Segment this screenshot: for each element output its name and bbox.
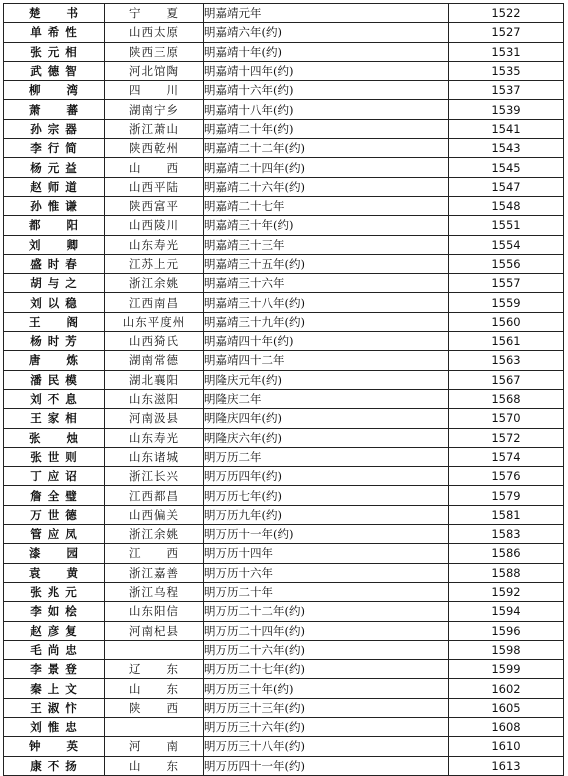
- reign-date-cell: 明万历九年(约): [204, 505, 449, 524]
- reign-date-cell: 明嘉靖十八年(约): [204, 100, 449, 119]
- table-row: [4, 23, 564, 42]
- year-cell: 1537: [449, 81, 564, 100]
- native-place-cell: 浙江余姚: [105, 274, 204, 293]
- year-cell: 1602: [449, 679, 564, 698]
- native-place-cell: 江西南昌: [105, 293, 204, 312]
- reign-date-cell: 明万历十四年: [204, 544, 449, 563]
- name-cell: 赵 师 道: [4, 177, 105, 196]
- name-cell: 李 行 简: [4, 139, 105, 158]
- year-cell: 1588: [449, 563, 564, 582]
- native-place-cell: 江 西: [105, 544, 204, 563]
- year-cell: 1570: [449, 409, 564, 428]
- table-row: [4, 158, 564, 177]
- reign-date-cell: 明嘉靖二十六年(约): [204, 177, 449, 196]
- year-cell: 1572: [449, 428, 564, 447]
- year-cell: 1586: [449, 544, 564, 563]
- year-cell: 1594: [449, 602, 564, 621]
- name-cell: 张 烛: [4, 428, 105, 447]
- reign-date-cell: 明嘉靖二十二年(约): [204, 139, 449, 158]
- native-place-cell: 浙江嘉善: [105, 563, 204, 582]
- year-cell: 1605: [449, 698, 564, 717]
- reign-date-cell: 明万历三十六年(约): [204, 717, 449, 736]
- table-row: [4, 582, 564, 601]
- reign-date-cell: 明万历四年(约): [204, 467, 449, 486]
- table-row: [4, 61, 564, 80]
- name-cell: 张 元 相: [4, 42, 105, 61]
- native-place-cell: 四 川: [105, 81, 204, 100]
- reign-date-cell: 明嘉靖四十年(约): [204, 332, 449, 351]
- reign-date-cell: 明嘉靖四十二年: [204, 351, 449, 370]
- table-row: [4, 293, 564, 312]
- reign-date-cell: 明万历三十八年(约): [204, 737, 449, 756]
- name-cell: 康 不 扬: [4, 756, 105, 775]
- native-place-cell: 湖北襄阳: [105, 370, 204, 389]
- year-cell: 1599: [449, 660, 564, 679]
- records-table-body: [4, 4, 564, 776]
- name-cell: 毛 尚 忠: [4, 640, 105, 659]
- name-cell: 张 世 则: [4, 447, 105, 466]
- reign-date-cell: 明万历七年(约): [204, 486, 449, 505]
- name-cell: 楚 书: [4, 4, 105, 23]
- year-cell: 1592: [449, 582, 564, 601]
- name-cell: 杨 元 益: [4, 158, 105, 177]
- reign-date-cell: 明万历十一年(约): [204, 525, 449, 544]
- table-row: [4, 679, 564, 698]
- name-cell: 唐 炼: [4, 351, 105, 370]
- name-cell: 张 兆 元: [4, 582, 105, 601]
- native-place-cell: 浙江余姚: [105, 525, 204, 544]
- name-cell: 武 德 智: [4, 61, 105, 80]
- native-place-cell: 山东阳信: [105, 602, 204, 621]
- name-cell: 丁 应 诏: [4, 467, 105, 486]
- reign-date-cell: 明嘉靖二十年(约): [204, 119, 449, 138]
- reign-date-cell: 明嘉靖三十六年: [204, 274, 449, 293]
- reign-date-cell: 明万历四十一年(约): [204, 756, 449, 775]
- native-place-cell: 江西都昌: [105, 486, 204, 505]
- reign-date-cell: 明隆庆元年(约): [204, 370, 449, 389]
- table-row: [4, 717, 564, 736]
- reign-date-cell: 明隆庆二年: [204, 389, 449, 408]
- year-cell: 1522: [449, 4, 564, 23]
- table-row: [4, 100, 564, 119]
- native-place-cell: 山 东: [105, 756, 204, 775]
- name-cell: 赵 彦 复: [4, 621, 105, 640]
- table-row: [4, 389, 564, 408]
- reign-date-cell: 明嘉靖三十五年(约): [204, 254, 449, 273]
- reign-date-cell: 明嘉靖三十年(约): [204, 216, 449, 235]
- name-cell: 刘 卿: [4, 235, 105, 254]
- name-cell: 刘 不 息: [4, 389, 105, 408]
- native-place-cell: 山西陵川: [105, 216, 204, 235]
- reign-date-cell: 明万历二十六年(约): [204, 640, 449, 659]
- year-cell: 1568: [449, 389, 564, 408]
- table-row: [4, 505, 564, 524]
- native-place-cell: 山西平陆: [105, 177, 204, 196]
- native-place-cell: 河北馆陶: [105, 61, 204, 80]
- records-table: [3, 3, 564, 776]
- table-row: [4, 409, 564, 428]
- native-place-cell: 陕 西: [105, 698, 204, 717]
- name-cell: 詹 全 璧: [4, 486, 105, 505]
- table-row: [4, 621, 564, 640]
- year-cell: 1567: [449, 370, 564, 389]
- native-place-cell: 山西太原: [105, 23, 204, 42]
- table-row: [4, 698, 564, 717]
- name-cell: 柳 湾: [4, 81, 105, 100]
- year-cell: 1576: [449, 467, 564, 486]
- native-place-cell: 江苏上元: [105, 254, 204, 273]
- table-row: [4, 119, 564, 138]
- table-row: [4, 139, 564, 158]
- name-cell: 刘 惟 忠: [4, 717, 105, 736]
- year-cell: 1560: [449, 312, 564, 331]
- table-row: [4, 563, 564, 582]
- name-cell: 万 世 德: [4, 505, 105, 524]
- native-place-cell: 山东诸城: [105, 447, 204, 466]
- reign-date-cell: 明万历二年: [204, 447, 449, 466]
- table-row: [4, 660, 564, 679]
- native-place-cell: 宁 夏: [105, 4, 204, 23]
- year-cell: 1608: [449, 717, 564, 736]
- table-row: [4, 235, 564, 254]
- reign-date-cell: 明嘉靖二十七年: [204, 196, 449, 215]
- year-cell: 1541: [449, 119, 564, 138]
- native-place-cell: 河 南: [105, 737, 204, 756]
- reign-date-cell: 明嘉靖十四年(约): [204, 61, 449, 80]
- name-cell: 管 应 凤: [4, 525, 105, 544]
- native-place-cell: 辽 东: [105, 660, 204, 679]
- year-cell: 1598: [449, 640, 564, 659]
- reign-date-cell: 明嘉靖十六年(约): [204, 81, 449, 100]
- native-place-cell: 浙江长兴: [105, 467, 204, 486]
- name-cell: 王 阁: [4, 312, 105, 331]
- reign-date-cell: 明嘉靖二十四年(约): [204, 158, 449, 177]
- year-cell: 1535: [449, 61, 564, 80]
- reign-date-cell: 明隆庆六年(约): [204, 428, 449, 447]
- table-row: [4, 447, 564, 466]
- name-cell: 王 淑 忭: [4, 698, 105, 717]
- reign-date-cell: 明隆庆四年(约): [204, 409, 449, 428]
- year-cell: 1548: [449, 196, 564, 215]
- name-cell: 袁 黄: [4, 563, 105, 582]
- native-place-cell: 山西偏关: [105, 505, 204, 524]
- reign-date-cell: 明万历二十七年(约): [204, 660, 449, 679]
- native-place-cell: 山东寿光: [105, 428, 204, 447]
- native-place-cell: 湖南常德: [105, 351, 204, 370]
- native-place-cell: 山东滋阳: [105, 389, 204, 408]
- table-row: [4, 467, 564, 486]
- name-cell: 单 希 性: [4, 23, 105, 42]
- year-cell: 1610: [449, 737, 564, 756]
- reign-date-cell: 明万历二十四年(约): [204, 621, 449, 640]
- native-place-cell: [105, 640, 204, 659]
- reign-date-cell: 明嘉靖十年(约): [204, 42, 449, 61]
- year-cell: 1539: [449, 100, 564, 119]
- scanned-page: [3, 3, 563, 773]
- year-cell: 1596: [449, 621, 564, 640]
- native-place-cell: 山西猗氏: [105, 332, 204, 351]
- name-cell: 胡 与 之: [4, 274, 105, 293]
- native-place-cell: 山 西: [105, 158, 204, 177]
- native-place-cell: 山东平度州: [105, 312, 204, 331]
- year-cell: 1543: [449, 139, 564, 158]
- year-cell: 1583: [449, 525, 564, 544]
- table-row: [4, 312, 564, 331]
- native-place-cell: [105, 717, 204, 736]
- name-cell: 孙 宗 器: [4, 119, 105, 138]
- native-place-cell: 河南杞县: [105, 621, 204, 640]
- table-row: [4, 274, 564, 293]
- table-row: [4, 177, 564, 196]
- native-place-cell: 陕西三原: [105, 42, 204, 61]
- name-cell: 孙 惟 谦: [4, 196, 105, 215]
- year-cell: 1613: [449, 756, 564, 775]
- year-cell: 1556: [449, 254, 564, 273]
- name-cell: 秦 上 文: [4, 679, 105, 698]
- name-cell: 盛 时 春: [4, 254, 105, 273]
- name-cell: 刘 以 稳: [4, 293, 105, 312]
- name-cell: 李 景 登: [4, 660, 105, 679]
- table-row: [4, 486, 564, 505]
- native-place-cell: 山 东: [105, 679, 204, 698]
- native-place-cell: 浙江乌程: [105, 582, 204, 601]
- year-cell: 1545: [449, 158, 564, 177]
- name-cell: 钟 英: [4, 737, 105, 756]
- year-cell: 1563: [449, 351, 564, 370]
- table-row: [4, 351, 564, 370]
- table-row: [4, 254, 564, 273]
- reign-date-cell: 明万历十六年: [204, 563, 449, 582]
- name-cell: 李 如 桧: [4, 602, 105, 621]
- table-row: [4, 737, 564, 756]
- name-cell: 潘 民 模: [4, 370, 105, 389]
- table-row: [4, 602, 564, 621]
- table-row: [4, 81, 564, 100]
- year-cell: 1527: [449, 23, 564, 42]
- reign-date-cell: 明嘉靖三十八年(约): [204, 293, 449, 312]
- table-row: [4, 428, 564, 447]
- year-cell: 1574: [449, 447, 564, 466]
- name-cell: 漆 园: [4, 544, 105, 563]
- table-row: [4, 370, 564, 389]
- native-place-cell: 陕西富平: [105, 196, 204, 215]
- name-cell: 都 阳: [4, 216, 105, 235]
- year-cell: 1581: [449, 505, 564, 524]
- reign-date-cell: 明嘉靖三十九年(约): [204, 312, 449, 331]
- year-cell: 1557: [449, 274, 564, 293]
- table-row: [4, 756, 564, 775]
- reign-date-cell: 明万历三十三年(约): [204, 698, 449, 717]
- table-row: [4, 525, 564, 544]
- native-place-cell: 浙江萧山: [105, 119, 204, 138]
- reign-date-cell: 明嘉靖三十三年: [204, 235, 449, 254]
- table-row: [4, 640, 564, 659]
- reign-date-cell: 明万历二十年: [204, 582, 449, 601]
- table-row: [4, 196, 564, 215]
- name-cell: 王 家 相: [4, 409, 105, 428]
- name-cell: 杨 时 芳: [4, 332, 105, 351]
- reign-date-cell: 明嘉靖六年(约): [204, 23, 449, 42]
- year-cell: 1554: [449, 235, 564, 254]
- native-place-cell: 河南汲县: [105, 409, 204, 428]
- native-place-cell: 湖南宁乡: [105, 100, 204, 119]
- reign-date-cell: 明万历三十年(约): [204, 679, 449, 698]
- year-cell: 1561: [449, 332, 564, 351]
- table-row: [4, 332, 564, 351]
- year-cell: 1531: [449, 42, 564, 61]
- year-cell: 1547: [449, 177, 564, 196]
- year-cell: 1559: [449, 293, 564, 312]
- native-place-cell: 山东寿光: [105, 235, 204, 254]
- table-row: [4, 4, 564, 23]
- reign-date-cell: 明嘉靖元年: [204, 4, 449, 23]
- native-place-cell: 陕西乾州: [105, 139, 204, 158]
- table-row: [4, 544, 564, 563]
- reign-date-cell: 明万历二十二年(约): [204, 602, 449, 621]
- year-cell: 1579: [449, 486, 564, 505]
- table-row: [4, 216, 564, 235]
- year-cell: 1551: [449, 216, 564, 235]
- name-cell: 萧 蕃: [4, 100, 105, 119]
- table-row: [4, 42, 564, 61]
